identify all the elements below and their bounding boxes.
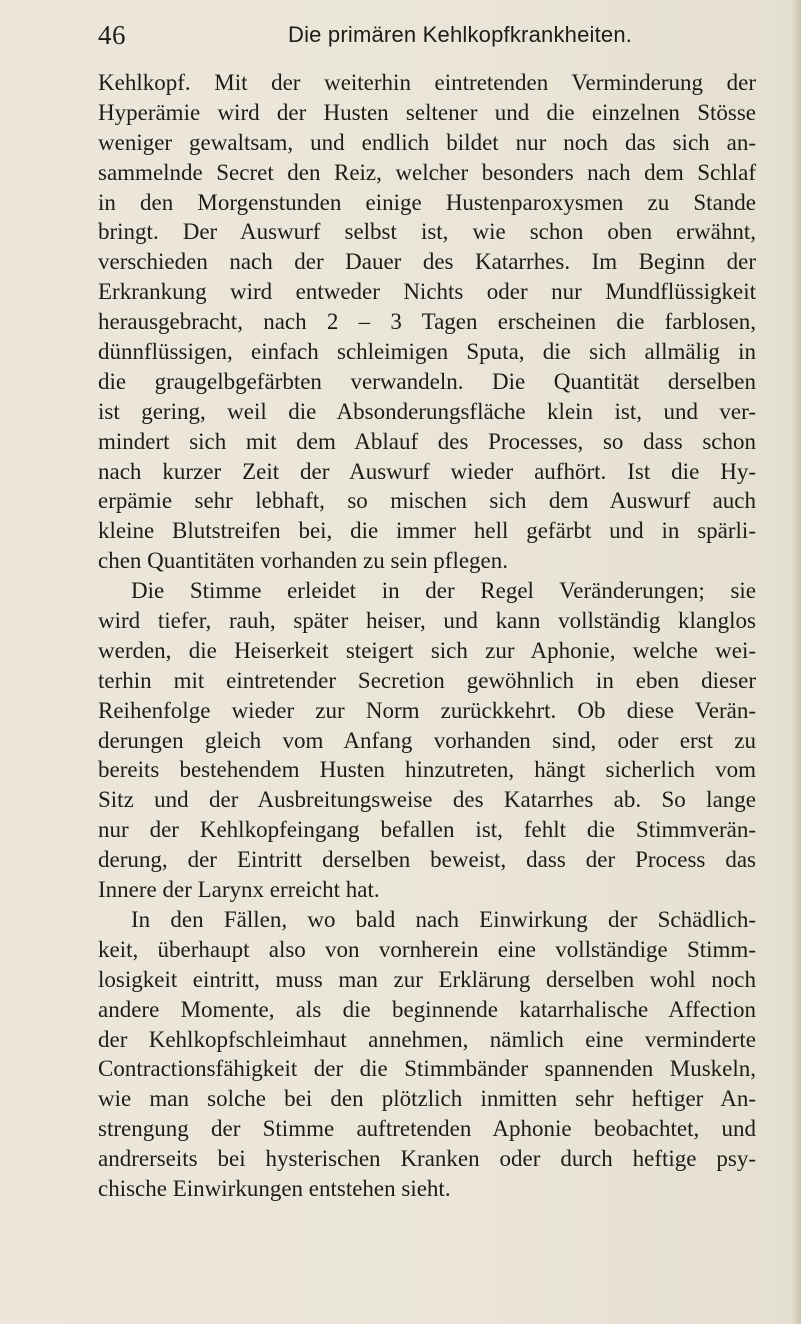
text-line: terhin mit eintretender Secretion gewöhnlich in eben dieser bbox=[98, 667, 756, 693]
running-head: Die primären Kehlkopfkrankheiten. bbox=[288, 22, 633, 47]
text-line: der Kehlkopfschleimhaut annehmen, nämlich eine verminderte bbox=[98, 1026, 756, 1052]
text-line: herausgebracht, nach 2 – 3 Tagen erscheinen die farblosen, bbox=[98, 309, 756, 335]
text-line: Hyperämie wird der Husten seltener und die einzelnen Stösse bbox=[98, 99, 756, 125]
text-line: losigkeit eintritt, muss man zur Erklärung derselben wohl noch bbox=[98, 966, 756, 992]
text-line: Innere der Larynx erreicht hat. bbox=[98, 877, 380, 903]
text-line: Contractionsfähigkeit der die Stimmbänder spannenden Muskeln, bbox=[98, 1056, 756, 1082]
text-line: werden, die Heiserkeit steigert sich zur Aphonie, welche wei- bbox=[98, 637, 756, 663]
text-line: dünnflüssigen, einfach schleimigen Sputa, die sich allmälig in bbox=[98, 339, 756, 365]
text-line: kleine Blutstreifen bei, die immer hell gefärbt und in spärli- bbox=[98, 518, 756, 544]
text-line: nach kurzer Zeit der Auswurf wieder aufhört. Ist die Hy- bbox=[98, 458, 756, 484]
text-line: andere Momente, als die beginnende katarrhalische Affection bbox=[98, 996, 756, 1022]
text-line: andrerseits bei hysterischen Kranken oder durch heftige psy- bbox=[98, 1146, 756, 1172]
text-line: bereits bestehendem Husten hinzutreten, hängt sicherlich vom bbox=[98, 757, 756, 783]
body-text bbox=[98, 68, 756, 1204]
text-line: verschieden nach der Dauer des Katarrhes. Im Beginn der bbox=[98, 249, 756, 275]
text-line: chen Quantitäten vorhanden zu sein pflegen. bbox=[98, 548, 509, 574]
text-line: ist gering, weil die Absonderungsfläche klein ist, und ver- bbox=[98, 398, 756, 424]
text-line: in den Morgenstunden einige Hustenparoxysmen zu Stande bbox=[98, 189, 756, 215]
text-line: wird tiefer, rauh, später heiser, und kann vollständig klanglos bbox=[98, 608, 756, 634]
text-line: wie man solche bei den plötzlich inmitten sehr heftiger An- bbox=[98, 1086, 756, 1112]
text-line: strengung der Stimme auftretenden Aphonie beobachtet, und bbox=[98, 1116, 756, 1142]
text-line: In den Fällen, wo bald nach Einwirkung der Schädlich- bbox=[131, 906, 756, 932]
text-line: mindert sich mit dem Ablauf des Processes, so dass schon bbox=[98, 428, 756, 454]
text-line: chische Einwirkungen entstehen sieht. bbox=[98, 1175, 451, 1201]
text-line: nur der Kehlkopfeingang befallen ist, fehlt die Stimmverän- bbox=[98, 817, 756, 843]
text-line: Kehlkopf. Mit der weiterhin eintretenden Verminderung der bbox=[98, 70, 756, 95]
page-header bbox=[98, 20, 738, 60]
page-number: 46 bbox=[98, 20, 126, 50]
text-line: derungen gleich vom Anfang vorhanden sind, oder erst zu bbox=[98, 727, 756, 753]
text-line: derung, der Eintritt derselben beweist, dass der Process das bbox=[98, 847, 756, 873]
text-line: die graugelbgefärbten verwandeln. Die Quantität derselben bbox=[98, 368, 756, 394]
text-line: erpämie sehr lebhaft, so mischen sich dem Auswurf auch bbox=[98, 488, 756, 514]
page-edge-shadow bbox=[791, 0, 801, 1324]
text-line: Erkrankung wird entweder Nichts oder nur Mundflüssigkeit bbox=[98, 279, 756, 305]
text-line: bringt. Der Auswurf selbst ist, wie schon oben erwähnt, bbox=[98, 219, 756, 245]
text-line: Sitz und der Ausbreitungsweise des Katarrhes ab. So lange bbox=[98, 787, 756, 813]
text-line: keit, überhaupt also von vornherein eine vollständige Stimm- bbox=[98, 936, 756, 962]
text-line: Die Stimme erleidet in der Regel Veränderungen; sie bbox=[131, 578, 756, 604]
text-line: sammelnde Secret den Reiz, welcher besonders nach dem Schlaf bbox=[98, 159, 756, 185]
text-line: Reihenfolge wieder zur Norm zurückkehrt. Ob diese Verän- bbox=[98, 697, 756, 723]
text-line: weniger gewaltsam, und endlich bildet nur noch das sich an- bbox=[98, 129, 756, 155]
